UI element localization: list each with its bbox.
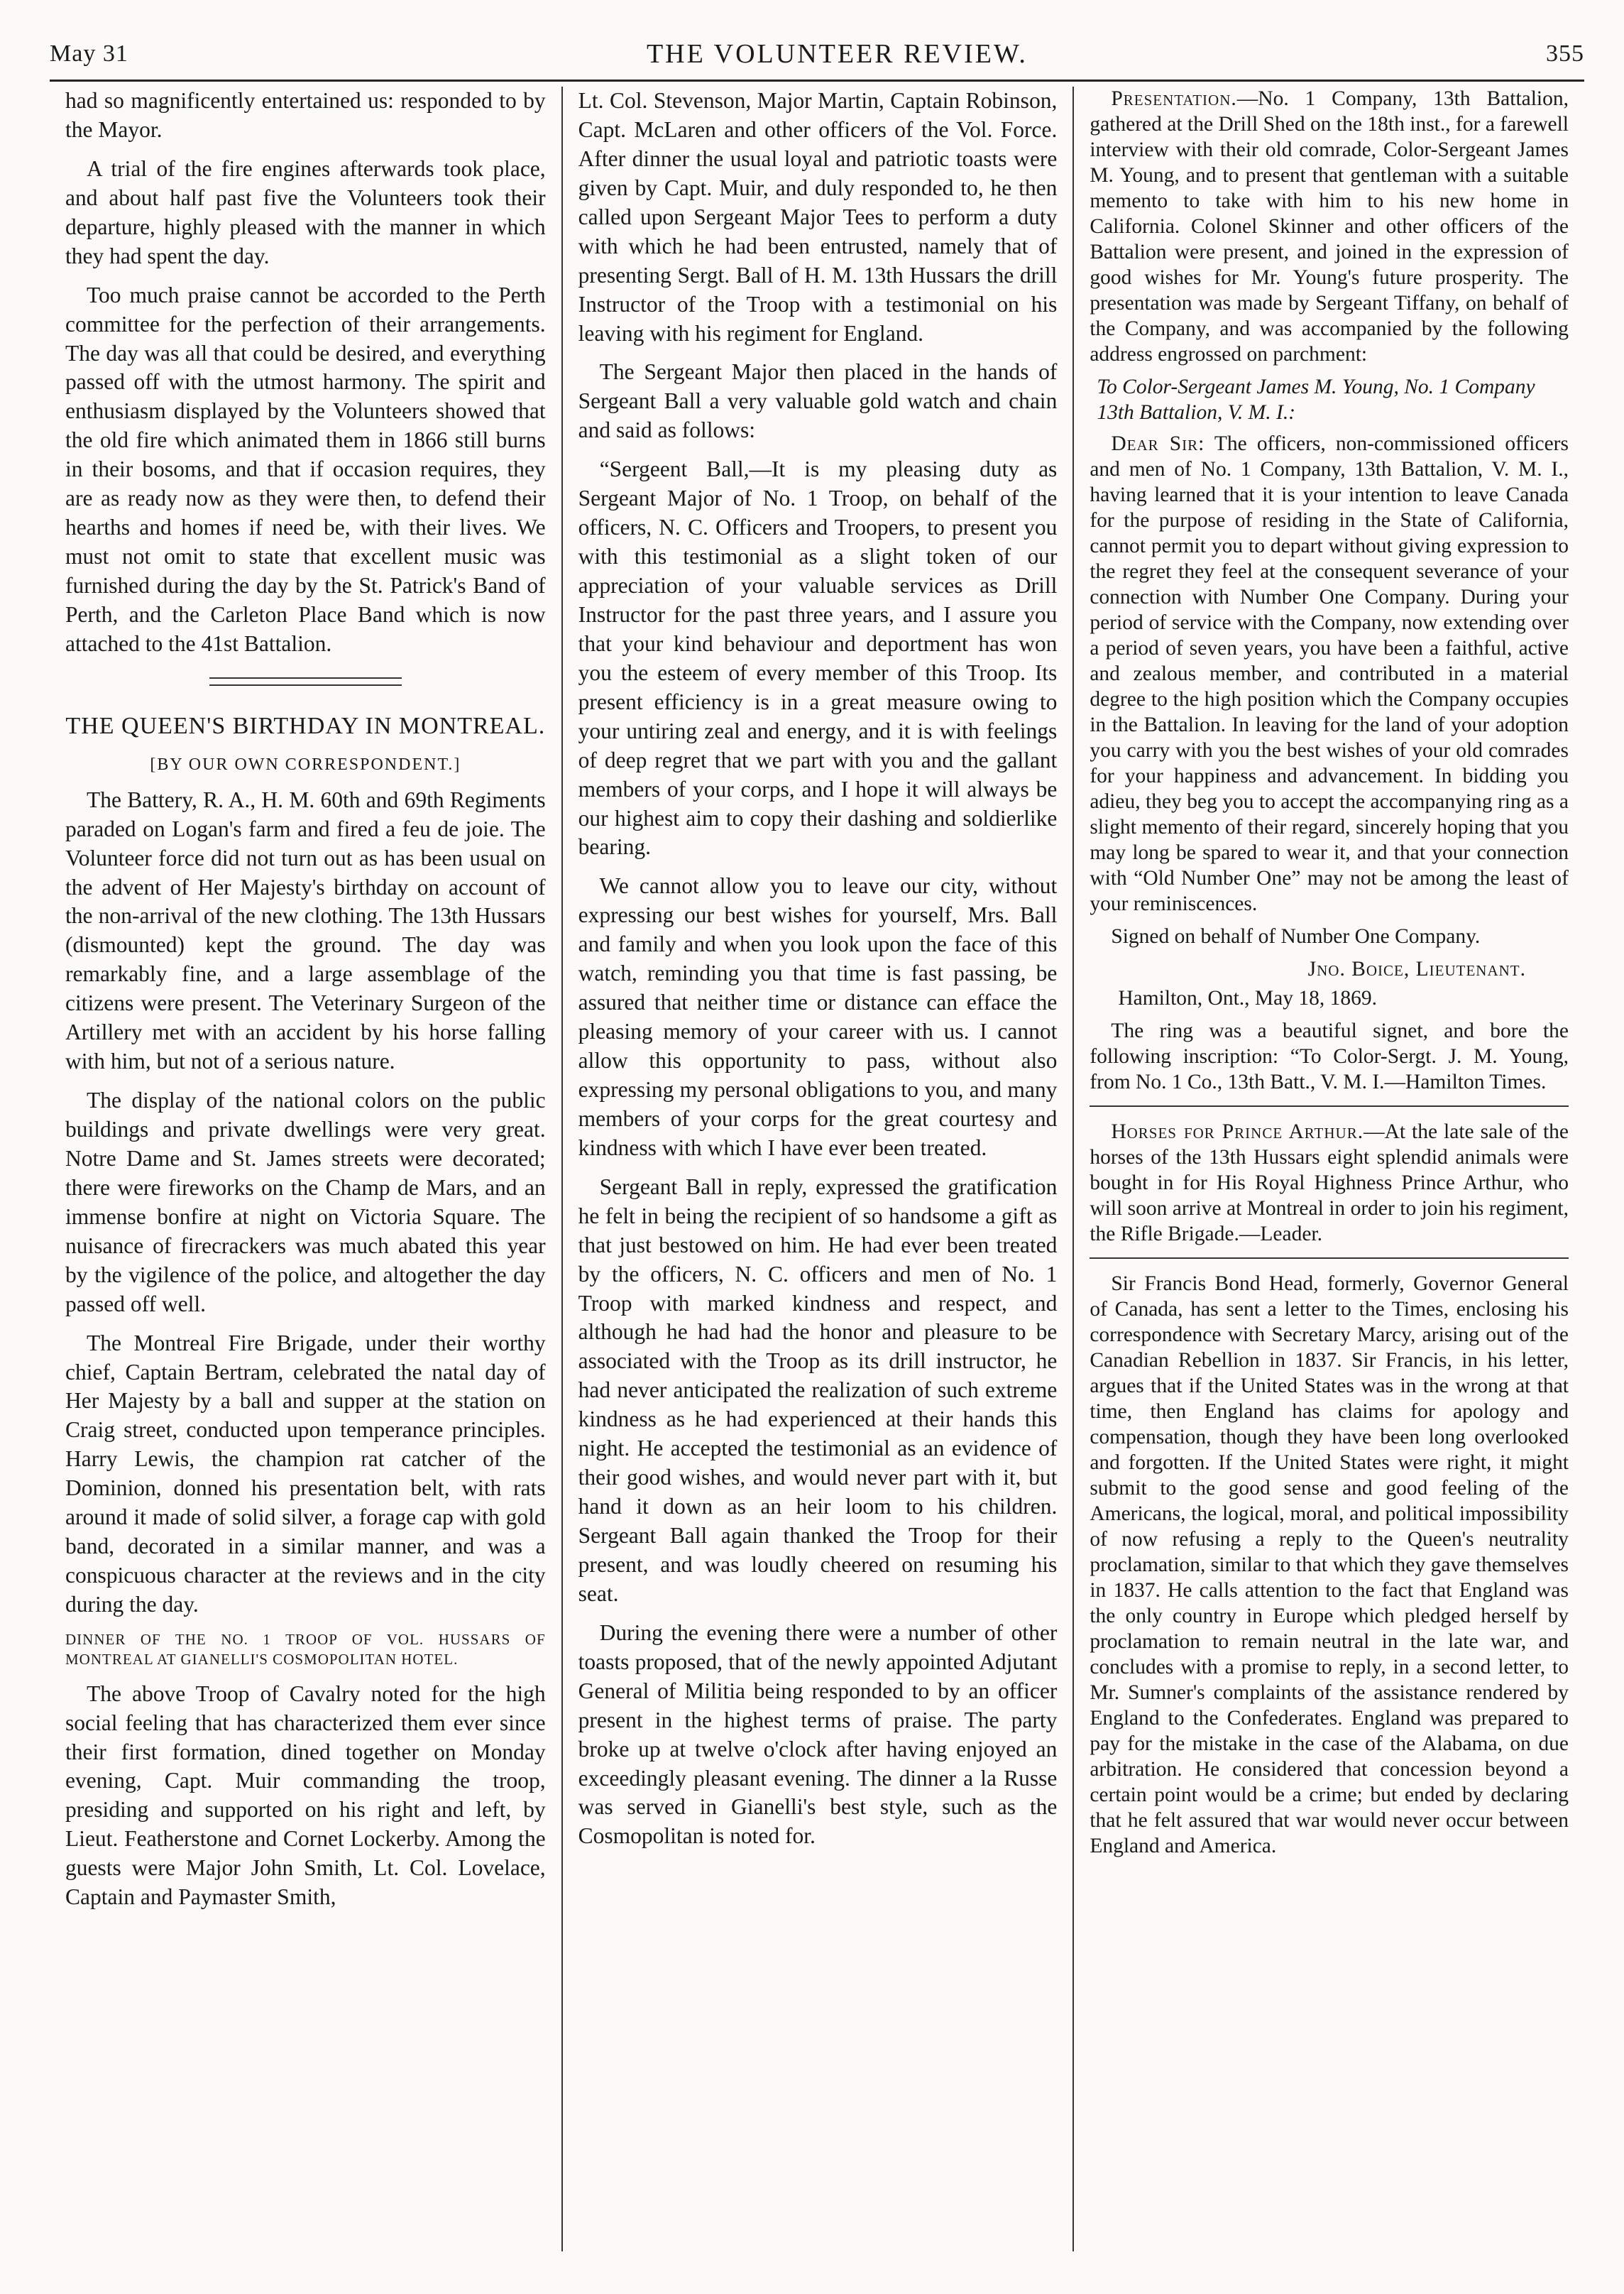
- column-1: [50, 87, 561, 2251]
- perth-continuation: had so magnificently entertained us: responded to by the Mayor.: [65, 88, 546, 142]
- montreal-birthday-heading: THE QUEEN'S BIRTHDAY IN MONTREAL.: [65, 712, 546, 739]
- section-divider: [209, 677, 402, 686]
- column-2: [561, 87, 1073, 2251]
- header-rule: [50, 80, 1584, 82]
- national-colors-paragraph: The display of the national colors on the public buildings and private dwellings were very great. Notre Dame and St. James streets were decorated; there were fireworks on the Champ de Mars, and an immense bonfire at night on Victoria Square. The nuisance of firecrackers was much abated this year by the vigilence of the police, and altogether the day passed off well.: [65, 1088, 546, 1316]
- fire-engines-paragraph: A trial of the fire engines afterwards took place, and about half past five the Volunteers took their departure, highly pleased with the manner in which they had spent the day.: [65, 155, 546, 268]
- fire-brigade-paragraph: The Montreal Fire Brigade, under their worthy chief, Captain Bertram, celebrated the natal day of Her Majesty by a ball and supper at the station on Craig street, conducted upon temperance principles. Harry Lewis, the champion rat catcher of the Dominion, donned his presentation belt, with rats around it made of solid silver, a forage cap with gold band, decorated in a similar manner, and was a conspicuous character at the reviews and in the city during the day.: [65, 1330, 546, 1617]
- address-body: The officers, non-commissioned officers and men of No. 1 Company, 13th Battalion, V. M. I., having learned that it is your intention to leave Canada for the purpose of residing in the State of California, cannot permit you to depart without giving expression to the regret they feel at the consequent severance of your connection with Number One Company. During your period of service with the Company, now extending over a period of seven years, you have been a faithful, active and zealous member, and contributed in a material degree to the high position which the Company occupies in the Battalion. In leaving for the land of your adoption you carry with you the best wishes of your old comrades for your happiness and advancement. In bidding you adieu, they beg you to accept the accompanying ring as a slight memento of their regard, sincerely hoping that you may long be spared to wear it, and that your connection with “Old Number One” may not be among the least of your reminiscences.: [1090, 432, 1569, 915]
- dinner-subhead: DINNER OF THE NO. 1 TROOP OF VOL. HUSSARS OF MONTREAL AT GIANELLI'S COSMOPOLITAN HOTEL.: [65, 1630, 546, 1668]
- article-columns: [50, 87, 1584, 2251]
- battery-paragraph: The Battery, R. A., H. M. 60th and 69th Regiments paraded on Logan's farm and fired a feu de joie. The Volunteer force did not turn out as has been usual on the advent of Her Majesty's birthday on account of the non-arrival of the new clothing. The 13th Hussars (dismounted) kept the ground. The day was remarkably fine, and a large assemblage of the citizens were present. The Veterinary Surgeon of the Artillery met with an accident by his horse falling with him, but not of a serious nature.: [65, 787, 546, 1074]
- signer-name: Jno. Boice, Lieutenant.: [1307, 958, 1526, 981]
- best-wishes-paragraph: We cannot allow you to leave our city, without expressing our best wishes for yourself, Mrs. Ball and family and when you look upon the face of this watch, reminding you that time is fast passing, be assured that neither time or distance can efface the pleasing memory of your career with us. I cannot allow this opportunity to pass, without also expressing my personal obligations to you, and many members of your corps for the great courtesy and kindness with which I have ever been treated.: [578, 873, 1058, 1160]
- ring-paragraph: The ring was a beautiful signet, and bore the following inscription: “To Color-Sergt. J. M. Young, from No. 1 Co., 13th Batt., V. M. I.—Hamilton Times.: [1090, 1020, 1569, 1094]
- horses-body: —At the late sale of the horses of the 13th Hussars eight splendid animals were bought in for His Royal Highness Prince Arthur, who will soon arrive at Montreal in order to join his regiment, the Rifle Brigade.—Leader.: [1090, 1120, 1569, 1246]
- horses-paragraph: [1090, 1120, 1569, 1247]
- address-salutation: To Color-Sergeant James M. Young, No. 1 Company 13th Battalion, V. M. I.:: [1097, 375, 1535, 424]
- publication-title: THE VOLUNTEER REVIEW.: [646, 39, 1028, 69]
- signed-line: Signed on behalf of Number One Company.: [1111, 924, 1481, 948]
- officers-continuation: Lt. Col. Stevenson, Major Martin, Captain Robinson, Capt. McLaren and other officers of the Vol. Force. After dinner the usual loyal and patriotic toasts were given by Capt. Muir, and duly responded to, he then called upon Sergeant Major Tees to perform a duty with which he had been entrusted, namely that of presenting Sergt. Ball of H. M. 13th Hussars the drill Instructor of the Troop with a testimonial on his leaving with his regiment for England.: [578, 88, 1058, 346]
- bond-head-paragraph: Sir Francis Bond Head, formerly, Governor General of Canada, has sent a letter to the Times, enclosing his correspondence with Secretary Marcy, arising out of the Canadian Rebellion in 1837. Sir Francis, in his letter, argues that if the United States was in the wrong at that time, then England has claims for apology and compensation, though they have been long overlooked and forgotten. If the United States were right, it might submit to the good sense and good feeling of the Americans, the logical, moral, and political impossibility of now refusing a reply to the Queen's neutrality proclamation, similar to that which they gave themselves in 1837. He calls attention to the fact that England was the only country in Europe which pledged herself by proclamation to remain neutral in the late war, and concludes with a promise to reply, in a second letter, to Mr. Sumner's complaints of the assistance rendered by England to the Confederates. England was prepared to pay for the mistake in the case of the Alabama, on due arbitration. He considered that concession beyond a certain point would be a crime; but ended by declaring that he felt assured that war would never occur between England and America.: [1090, 1272, 1569, 1857]
- presentation-lead: Presentation.: [1111, 87, 1237, 110]
- presentation-body: —No. 1 Company, 13th Battalion, gathered at the Drill Shed on the 18th inst., for a farewell interview with their old comrade, Color-Sergeant James M. Young, and to present that gentleman with a suitable memento to take with him to his new home in California. Colonel Skinner and other officers of the Battalion were present, and joined in the expression of good wishes for Mr. Young's future prosperity. The presentation was made by Sergeant Tiffany, on behalf of the Company, and was accompanied by the following address engrossed on parchment:: [1090, 87, 1569, 366]
- issue-date: May 31: [50, 40, 128, 67]
- address-body-paragraph: [1090, 432, 1569, 917]
- sergeant-major-speech: “Sergeent Ball,—It is my pleasing duty as Sergeant Major of No. 1 Troop, on behalf of the officers, N. C. Officers and Troopers, to present you with this testimonial as a slight token of our appreciation of your valuable services as Drill Instructor for the past three years, and I assure you that your kind behaviour and deportment has won you the esteem of every member of this Troop. Its present efficiency is in a great measure owing to your untiring zeal and energy, and it is with feelings of deep regret that we part with you and the gallant members of your corps, and I hope it will always be our highest aim to copy their dashing and soldierlike bearing.: [578, 457, 1058, 860]
- running-head: [50, 33, 1584, 75]
- address-dateline: Hamilton, Ont., May 18, 1869.: [1118, 987, 1377, 1010]
- troop-dinner-paragraph: The above Troop of Cavalry noted for the high social feeling that has characterized them ever since their first formation, dined together on Monday evening, Capt. Muir commanding the troop, presiding and supported on his right and left, by Lieut. Featherstone and Cornet Lockerby. Among the guests were Major John Smith, Lt. Col. Lovelace, Captain and Paymaster Smith,: [65, 1681, 546, 1910]
- presentation-paragraph: [1090, 87, 1569, 368]
- watch-presentation-paragraph: The Sergeant Major then placed in the hands of Sergeant Ball a very valuable gold watch and chain and said as follows:: [578, 359, 1058, 443]
- correspondent-byline: [BY OUR OWN CORRESPONDENT.]: [150, 755, 461, 774]
- page-number: 355: [1546, 40, 1584, 67]
- article-divider-2: [1090, 1257, 1569, 1259]
- horses-lead: Horses for Prince Arthur.: [1111, 1120, 1364, 1144]
- ball-reply-paragraph: Sergeant Ball in reply, expressed the gratification he felt in being the recipient of so handsome a gift as that just bestowed on him. He had ever been treated by the officers, N. C. officers and men of No. 1 Troop with marked kindness and respect, and although he had had the honor and pleasure to be associated with the Troop as its drill instructor, he had never anticipated the realization of such extreme kindness as he had experienced at their hands this night. He accepted the testimonial as an evidence of their good wishes, and would never part with it, but hand it down as an heir loom to his children. Sergeant Ball again thanked the Troop for their present, and was loudly cheered on resuming his seat.: [578, 1174, 1058, 1606]
- column-3: [1072, 87, 1584, 2251]
- dear-sir-lead: Dear Sir:: [1111, 432, 1205, 455]
- evening-toasts-paragraph: During the evening there were a number of other toasts proposed, that of the newly appointed Adjutant General of Militia being responded to by an officer present in the highest terms of praise. The party broke up at twelve o'clock after having enjoyed an exceedingly pleasant evening. The dinner a la Russe was served in Gianelli's best style, such as the Cosmopolitan is noted for.: [578, 1620, 1058, 1849]
- perth-committee-paragraph: Too much praise cannot be accorded to the Perth committee for the perfection of their arrangements. The day was all that could be desired, and everything passed off with the utmost harmony. The spirit and enthusiasm displayed by the Volunteers showed that the old fire which animated them in 1866 still burns in their bosoms, and that if occasion requires, they are as ready now as they were then, to defend their hearths and homes if need be, with their lives. We must not omit to state that excellent music was furnished during the day by the St. Patrick's Band of Perth, and the Carleton Place Band which is now attached to the 41st Battalion.: [65, 282, 546, 656]
- article-divider: [1090, 1105, 1569, 1107]
